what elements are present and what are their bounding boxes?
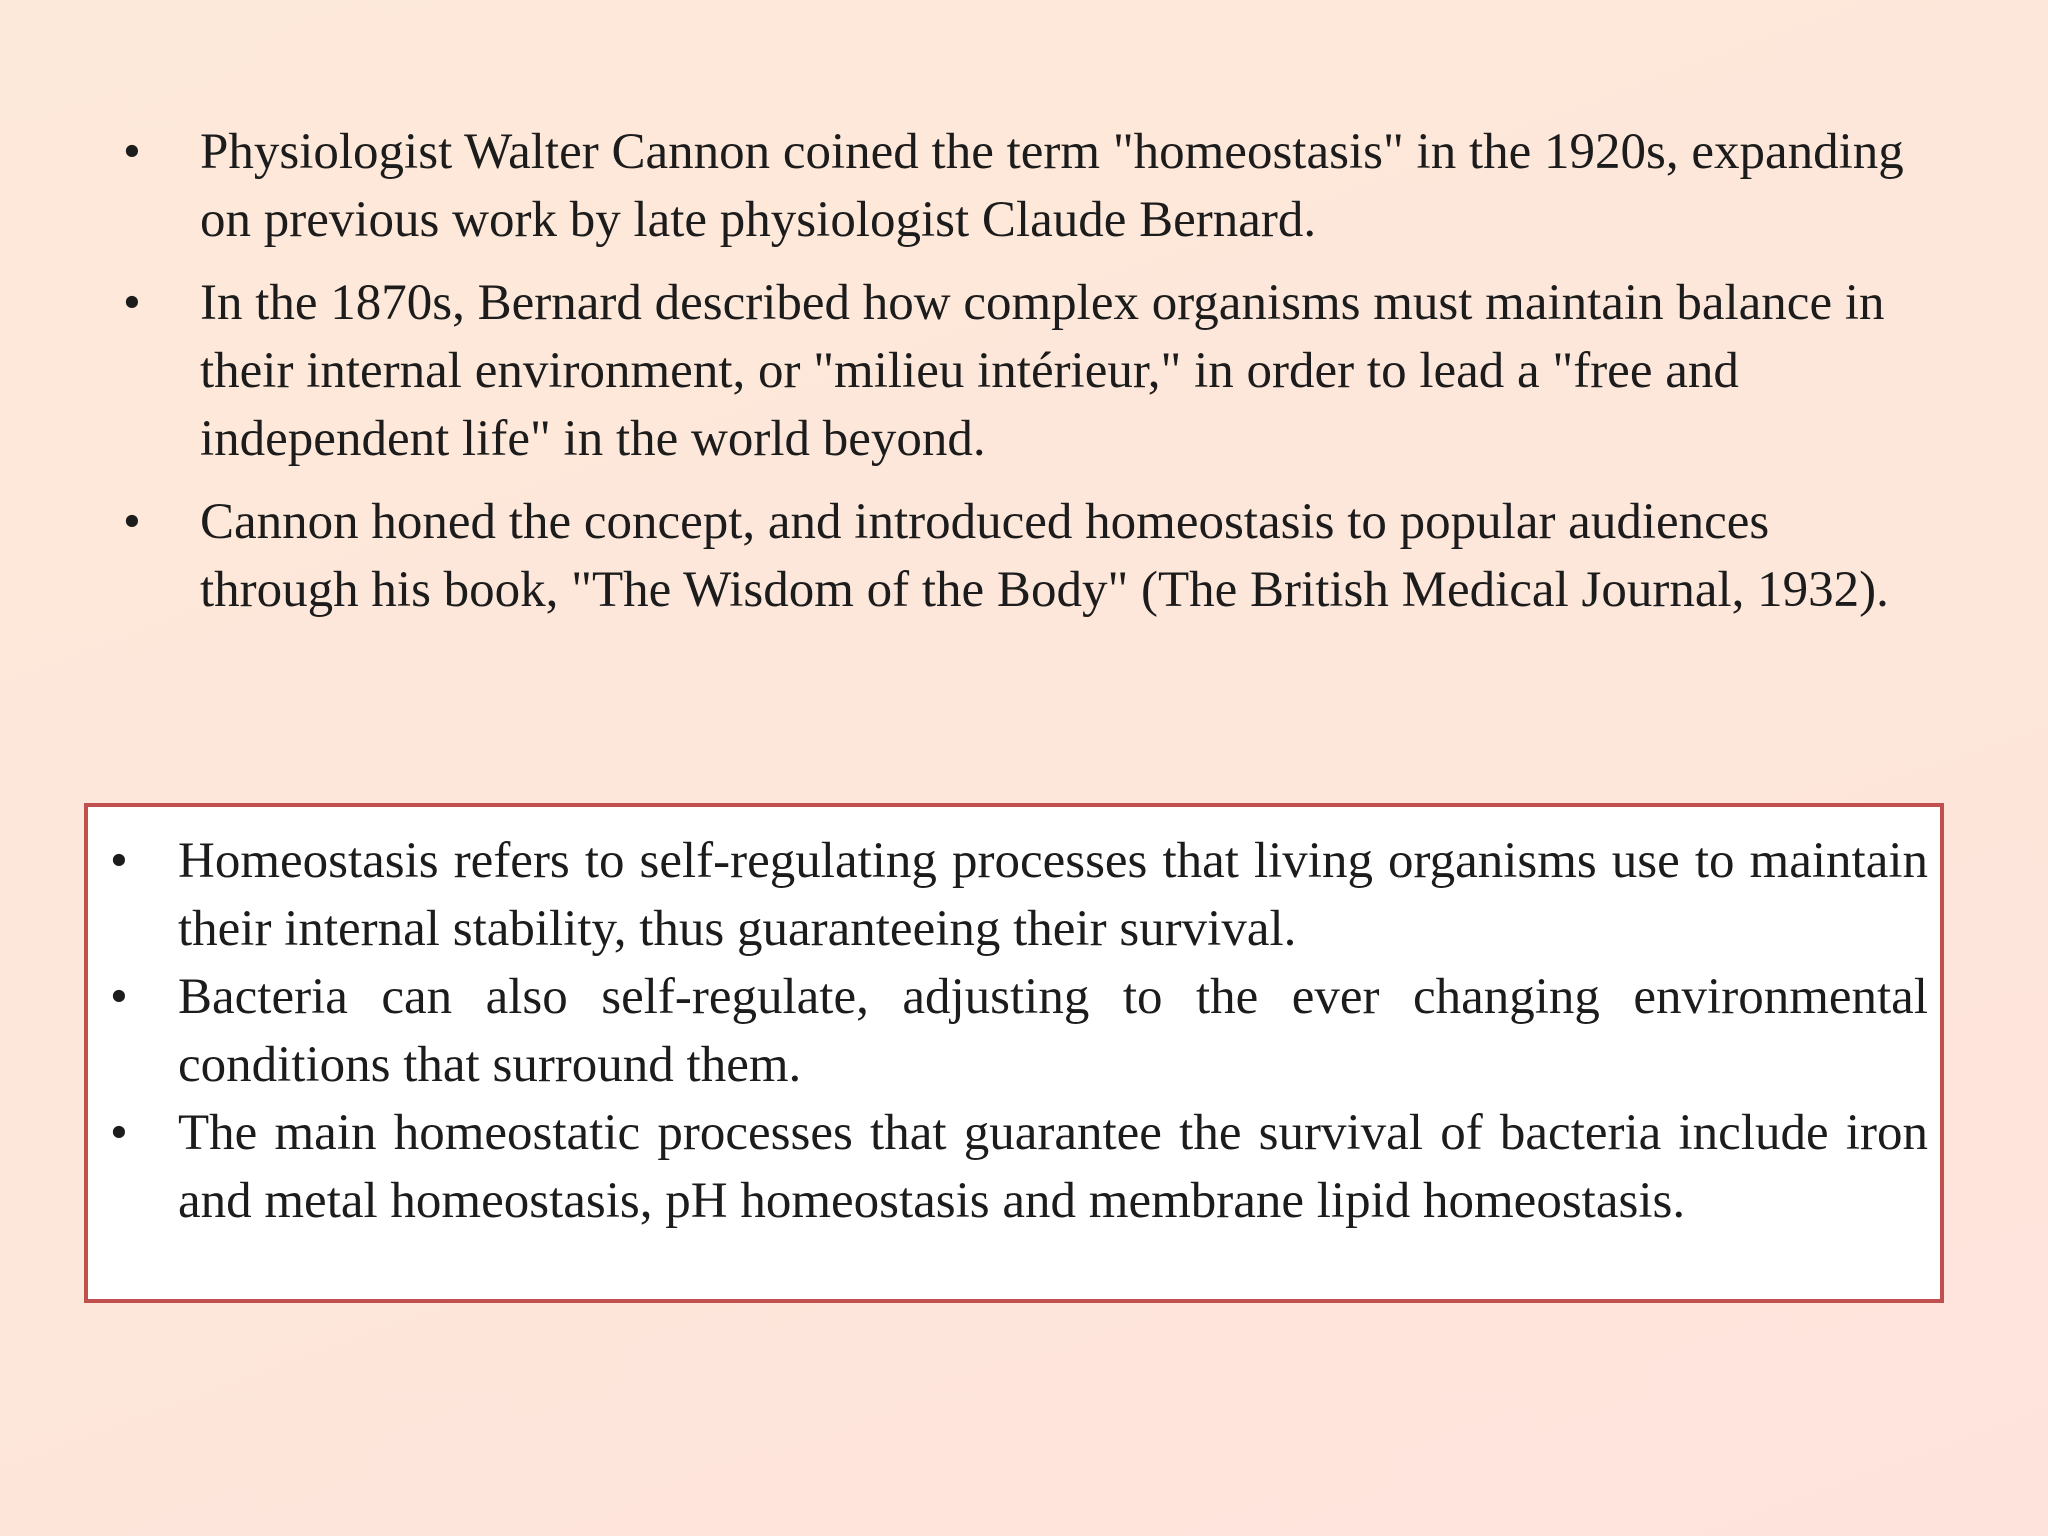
bullet-icon: • [110,969,128,1025]
list-item [104,827,1928,963]
definition-box [84,803,1944,1303]
definition-bullet-list [104,827,1928,1235]
bullet-text: Cannon honed the concept, and introduced homeostasis to popular audiences through his book, "The Wisdom of the Body" (The British Medical Journal, 1932). [200,494,1889,618]
bullet-text: Physiologist Walter Cannon coined the term "homeostasis" in the 1920s, expanding on previous work by late physiologist Claude Bernard. [200,124,1904,248]
bullet-icon: • [123,124,141,180]
bullet-icon: • [123,275,141,331]
bullet-text: Bacteria can also self-regulate, adjusting to the ever changing environmental conditions that surround them. [178,969,1928,1093]
list-item [120,118,1940,254]
bullet-text: The main homeostatic processes that guarantee the survival of bacteria include iron and metal homeostasis, pH homeostasis and membrane lipid homeostasis. [178,1105,1928,1229]
history-bullet-list [120,118,1940,639]
list-item [104,1099,1928,1235]
bullet-icon: • [123,494,141,550]
list-item [120,269,1940,473]
list-item [120,488,1940,624]
list-item [104,963,1928,1099]
bullet-text: In the 1870s, Bernard described how complex organisms must maintain balance in their internal environment, or "milieu intérieur," in order to lead a "free and independent life" in the world beyond. [200,275,1885,467]
bullet-icon: • [110,833,128,889]
bullet-icon: • [110,1105,128,1161]
bullet-text: Homeostasis refers to self-regulating processes that living organisms use to maintain their internal stability, thus guaranteeing their survival. [178,833,1928,957]
